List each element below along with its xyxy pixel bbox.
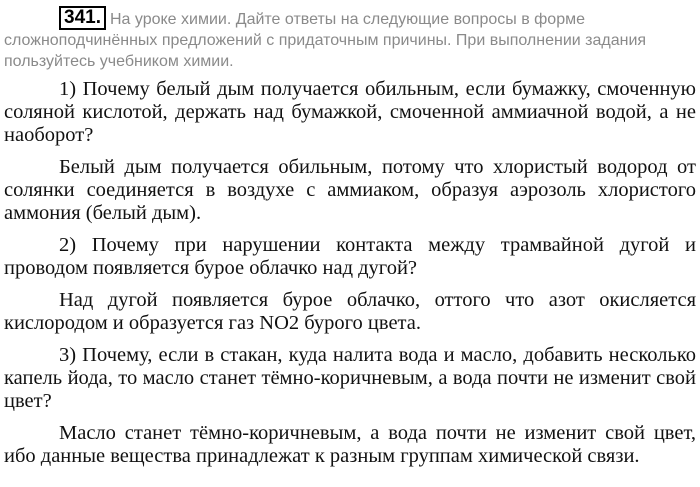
answer-2: Над дугой появляется бурое облачко, оттого что азот окисляется кислородом и образуется газ NO2 бурого цвета.: [4, 289, 696, 334]
textbook-page: [4, 6, 696, 477]
question-1: 1) Почему белый дым получается обильным, если бумажку, смоченную соляной кислотой, держать над бумажкой, смоченной аммиачной водой, а не наоборот?: [4, 78, 696, 146]
answer-3: Масло станет тёмно-коричневым, а вода почти не изменит свой цвет, ибо данные вещества принадлежат к разным группам химической связи.: [4, 422, 696, 467]
answer-1: Белый дым получается обильным, потому что хлористый водород от солянки соединяется в воздухе с аммиаком, образуя аэрозоль хлористого аммония (белый дым).: [4, 156, 696, 224]
question-3: 3) Почему, если в стакан, куда налита вода и масло, добавить несколько капель йода, то масло станет тёмно-коричневым, а вода почти не изменит свой цвет?: [4, 344, 696, 412]
question-2: 2) Почему при нарушении контакта между трамвайной дугой и проводом появляется бурое облачко над дугой?: [4, 234, 696, 279]
task-number-box: 341.: [59, 6, 106, 30]
task-instruction: На уроке химии. Дайте ответы на следующие вопросы в форме сложноподчинённых предложений с придаточным причины. При выполнении задания пользуйтесь учебником химии.: [4, 11, 647, 70]
task-header: [4, 6, 696, 72]
